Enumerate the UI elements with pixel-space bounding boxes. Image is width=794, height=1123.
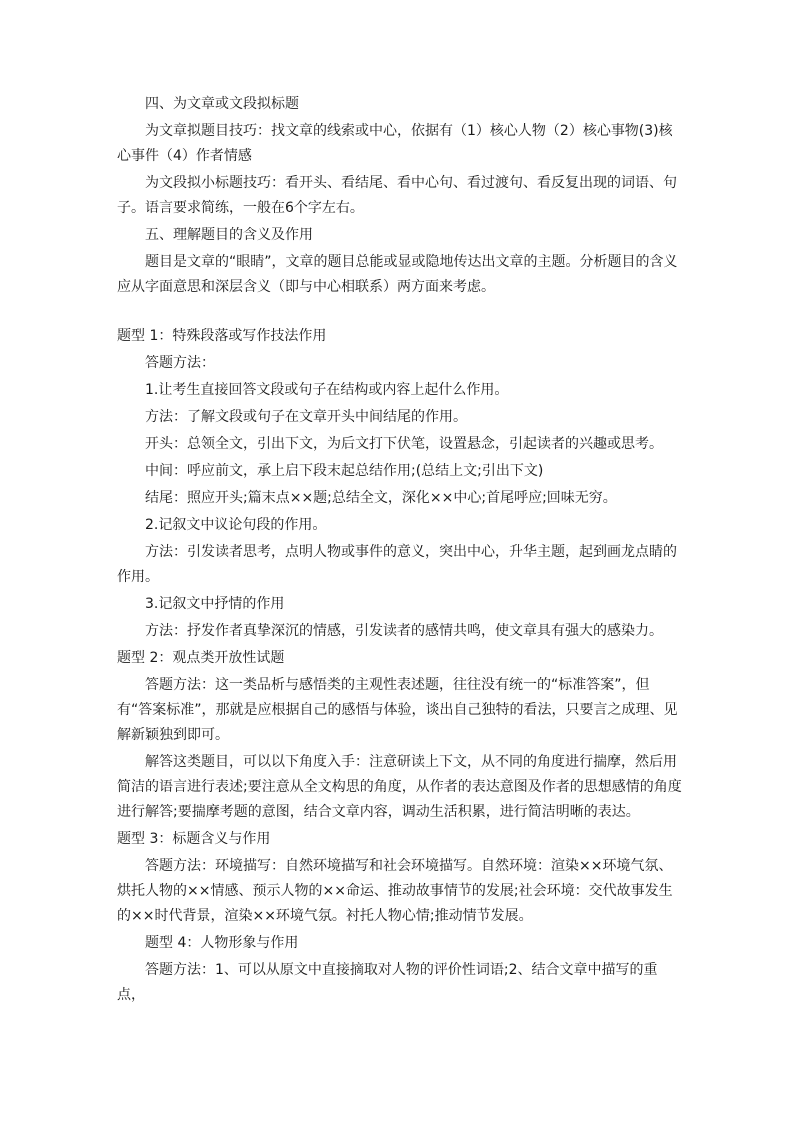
type-1-item-2-method: 方法：引发读者思考，点明人物或事件的意义，突出中心，升华主题，起到画龙点睛的作用。: [117, 544, 677, 585]
type-4-paragraph-1: 答题方法：1、可以从原文中直接摘取对人物的评价性词语;2、结合文章中描写的重点，: [117, 962, 658, 1003]
type-1-item-3-method: 方法：抒发作者真挚深沉的情感，引发读者的感情共鸣，使文章具有强大的感染力。: [145, 623, 663, 639]
type-3-title: 题型 3：标题含义与作用: [117, 831, 271, 847]
type-1-start: 开头：总领全文，引出下文，为后文打下伏笔，设置悬念，引起读者的兴趣或思考。: [145, 436, 663, 452]
document-page: [117, 92, 682, 1010]
type-1-end: 结尾：照应开头;篇末点××题;总结全文，深化××中心;首尾呼应;回味无穷。: [145, 490, 617, 506]
type-1-item-1: 1.让考生直接回答文段或句子在结构或内容上起什么作用。: [145, 382, 509, 398]
blank-line: [117, 302, 682, 324]
type-3-paragraph-1: 答题方法：环境描写：自然环境描写和社会环境描写。自然环境：渲染××环境气氛、烘托人物的××情感、预示人物的××命运、推动故事情节的发展;社会环境：交代故事发生的××时代背景，渲染××环境气氛。衬托人物心情;推动情节发展。: [117, 858, 673, 924]
type-2-title: 题型 2：观点类开放性试题: [117, 650, 285, 666]
type-4-title: 题型 4：人物形象与作用: [145, 935, 299, 951]
section-5-heading: 五、理解题目的含义及作用: [145, 227, 313, 243]
section-4-heading: 四、为文章或文段拟标题: [145, 96, 299, 112]
type-2-paragraph-2: 解答这类题目，可以以下角度入手：注意研读上下文，从不同的角度进行揣摩，然后用简洁的语言进行表述;要注意从全文构思的角度，从作者的表达意图及作者的思想感情的角度进行解答;要揣摩考题的意图，结合文章内容，调动生活积累，进行简洁明晰的表达。: [117, 754, 682, 820]
type-1-title: 题型 1：特殊段落或写作技法作用: [117, 328, 327, 344]
type-1-item-2: 2.记叙文中议论句段的作用。: [145, 517, 327, 533]
type-1-method-label: 答题方法：: [145, 355, 215, 371]
type-1-item-3: 3.记叙文中抒情的作用: [145, 596, 285, 612]
section-4-paragraph-2: 为文段拟小标题技巧：看开头、看结尾、看中心句、看过渡句、看反复出现的词语、句子。语言要求简练，一般在6个字左右。: [117, 175, 677, 216]
type-2-paragraph-1: 答题方法：这一类品析与感悟类的主观性表述题，往往没有统一的“标准答案”，但有“答案标准”，那就是应根据自己的感悟与体验，谈出自己独特的看法，只要言之成理、见解新颖独到即可。: [117, 677, 678, 743]
type-1-item-1-method: 方法：了解文段或句子在文章开头中间结尾的作用。: [145, 409, 467, 425]
type-1-middle: 中间：呼应前文，承上启下段末起总结作用;(总结上文;引出下文): [145, 463, 544, 479]
section-4-paragraph-1: 为文章拟题目技巧：找文章的线索或中心，依据有（1）核心人物（2）核心事物(3)核心事件（4）作者情感: [117, 123, 673, 164]
section-5-paragraph-1: 题目是文章的“眼睛”，文章的题目总能或显或隐地传达出文章的主题。分析题目的含义应从字面意思和深层含义（即与中心相联系）两方面来考虑。: [117, 254, 678, 295]
